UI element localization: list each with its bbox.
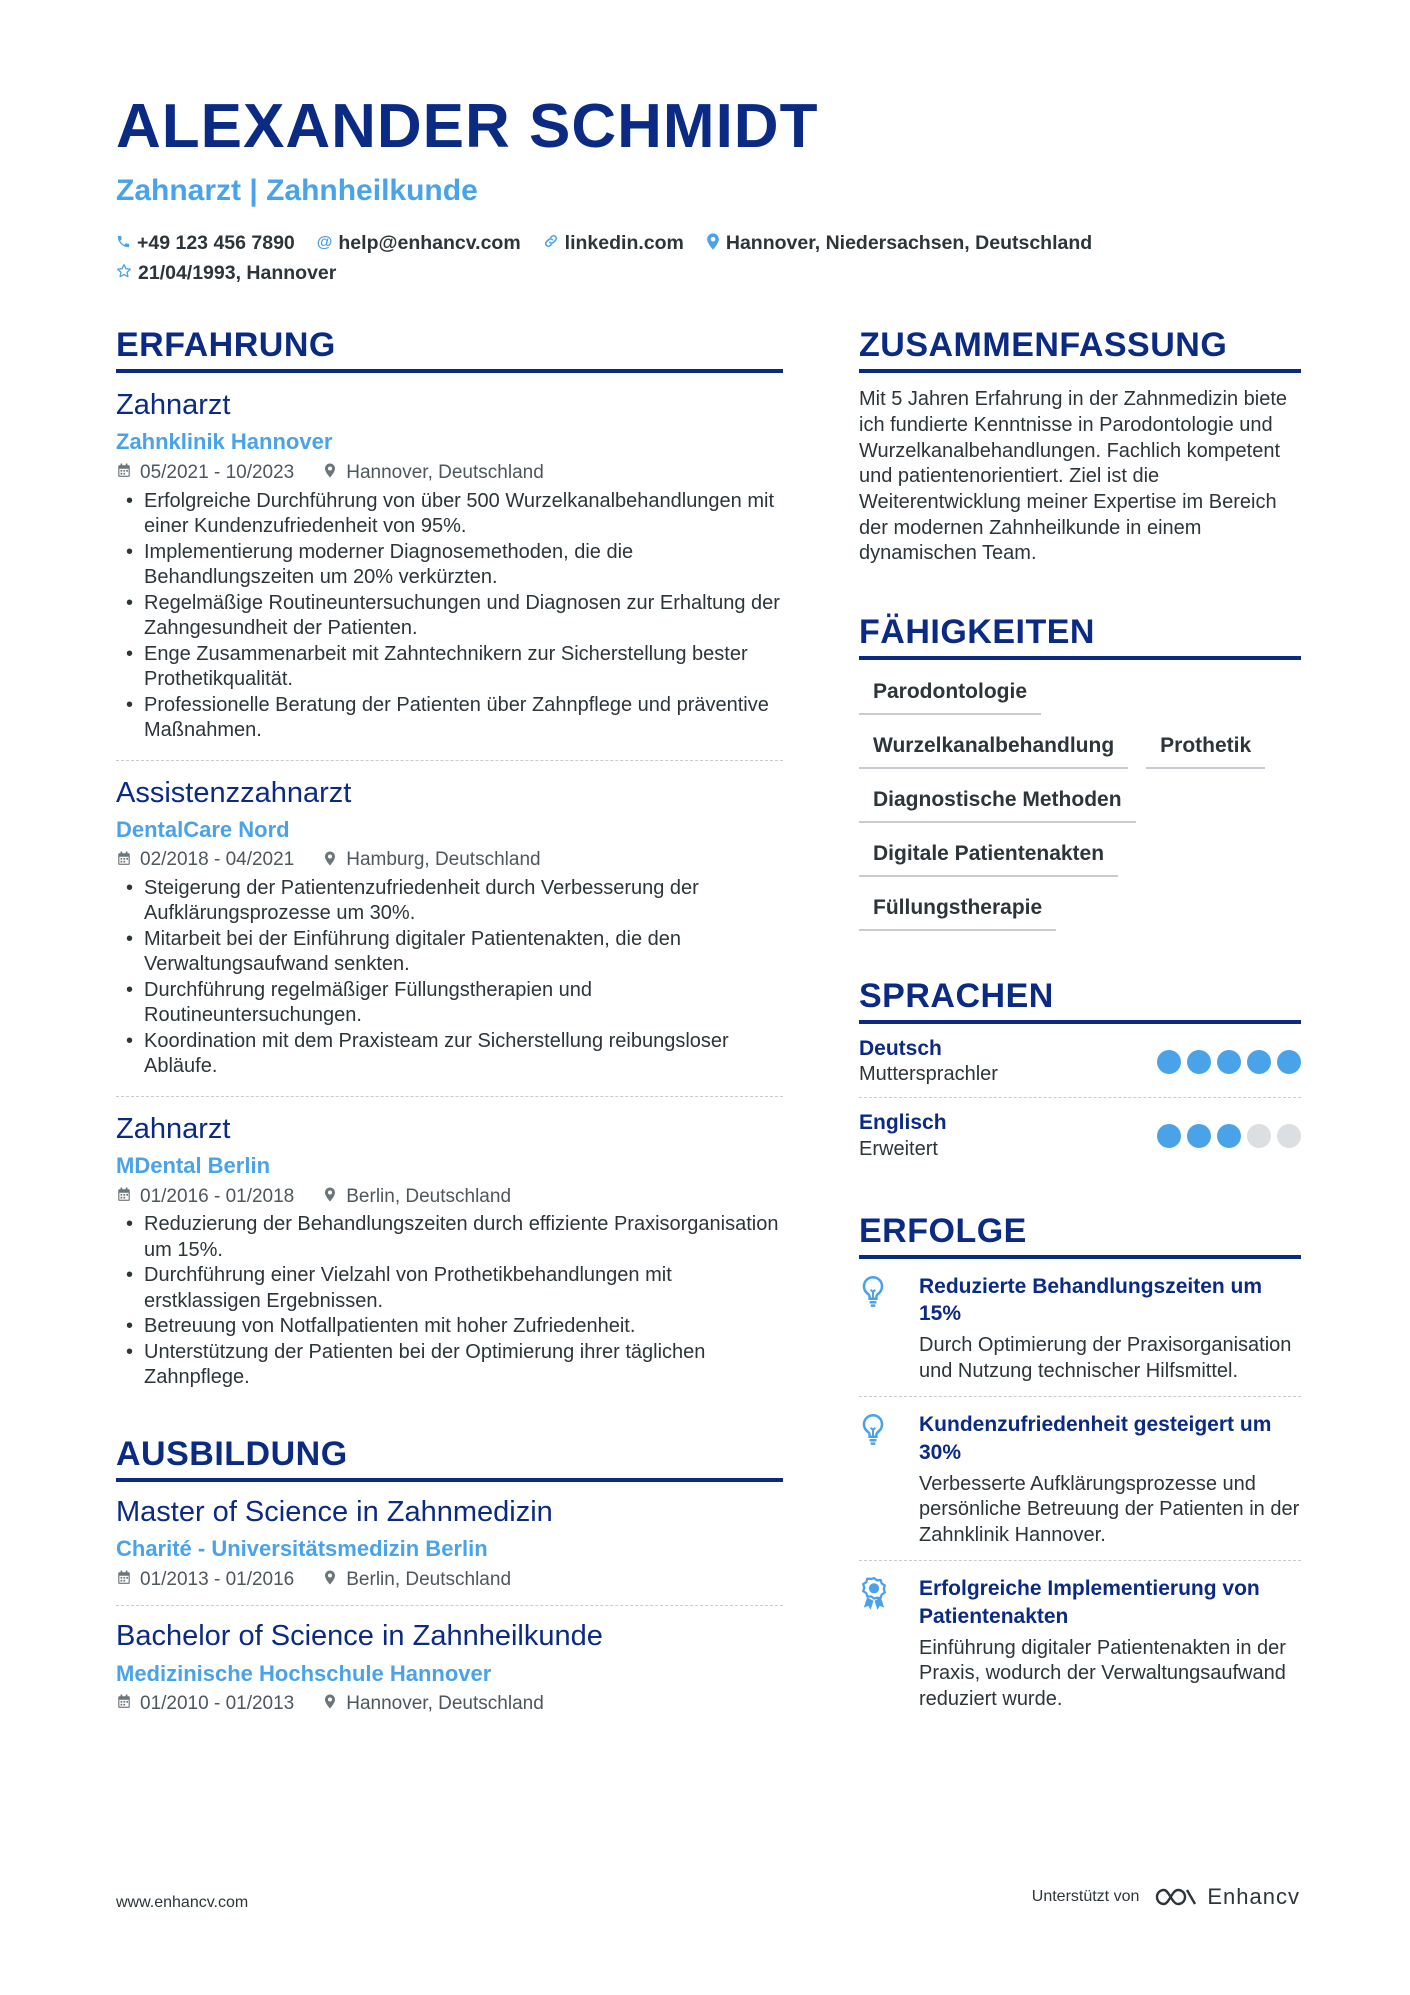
date-text: 05/2021 - 10/2023 (140, 461, 295, 483)
proficiency-dot (1277, 1124, 1301, 1148)
experience-heading: ERFAHRUNG (116, 326, 783, 373)
bullet-item: • Enge Zusammenarbeit mit Zahntechnikern zur Sicherstellung bester Prothetikqualität. (116, 642, 783, 693)
date-range (116, 1569, 294, 1592)
proficiency-dot (1247, 1050, 1271, 1074)
location-text: Hannover, Deutschland (346, 1693, 544, 1715)
language-row (859, 1098, 1301, 1171)
company-name: MDental Berlin (116, 1153, 271, 1179)
at-icon: @ (316, 234, 333, 251)
location (322, 462, 544, 485)
bullet-item: • Koordination mit dem Praxisteam zur Sicherstellung reibungsloser Abläufe. (116, 1029, 783, 1080)
footer-branding (1032, 1884, 1300, 1910)
location-text: Hannover, Deutschland (346, 461, 544, 483)
date-text: 01/2013 - 01/2016 (140, 1568, 295, 1590)
language-info (859, 1110, 947, 1161)
star-icon (116, 263, 132, 283)
achievement-body (919, 1411, 1301, 1548)
proficiency-dot (1187, 1050, 1211, 1074)
education-entry (116, 1482, 783, 1606)
map-pin-icon (322, 851, 338, 871)
language-info (859, 1036, 998, 1087)
award-ribbon-icon (859, 1575, 919, 1712)
skills-heading: FÄHIGKEITEN (859, 613, 1301, 660)
contact-linkedin[interactable] (543, 232, 684, 255)
enhancv-logo[interactable] (1153, 1884, 1300, 1910)
language-row (859, 1024, 1301, 1098)
proficiency-dot (1187, 1124, 1211, 1148)
date-text: 01/2016 - 01/2018 (140, 1185, 295, 1207)
map-pin-icon (322, 1694, 338, 1714)
location-text: Berlin, Deutschland (346, 1185, 512, 1207)
job-title: Zahnarzt (116, 1112, 231, 1145)
education-heading: AUSBILDUNG (116, 1435, 783, 1482)
achievement-entry (859, 1259, 1301, 1398)
language-level: Erweitert (859, 1137, 938, 1160)
date-range (116, 462, 294, 485)
calendar-icon (116, 1187, 132, 1207)
enhancv-logo-icon (1153, 1885, 1199, 1909)
job-entry (116, 373, 783, 760)
achievement-title: Reduzierte Behandlungszeiten um 15% (919, 1274, 1263, 1325)
skills-list (859, 674, 1301, 944)
powered-by-text: Unterstützt von (1031, 1888, 1140, 1905)
location-text: Hamburg, Deutschland (346, 849, 541, 871)
date-range (116, 1693, 294, 1716)
calendar-icon (116, 1694, 132, 1714)
proficiency-dot (1277, 1050, 1301, 1074)
date-text: 01/2010 - 01/2013 (140, 1693, 295, 1715)
location-text: Berlin, Deutschland (346, 1568, 512, 1590)
bullet-item: • Betreuung von Notfallpatienten mit hoher Zufriedenheit. (116, 1314, 783, 1340)
location (322, 1693, 544, 1716)
candidate-title: Zahnarzt | Zahnheilkunde (116, 174, 478, 207)
bullet-item: • Professionelle Beratung der Patienten über Zahnpflege und präventive Maßnahmen. (116, 693, 783, 744)
proficiency-dots (1151, 1050, 1301, 1074)
company-name: Zahnklinik Hannover (116, 429, 333, 455)
date-text: 02/2018 - 04/2021 (140, 849, 295, 871)
footer-website[interactable]: www.enhancv.com (116, 1894, 249, 1911)
email-text: help@enhancv.com (338, 231, 521, 254)
location (322, 849, 540, 872)
achievement-description: Verbesserte Aufklärungsprozesse und persönliche Betreuung der Patienten in der Zahnklinik Hannover. (919, 1472, 1300, 1546)
education-entry (116, 1606, 783, 1729)
location-text: Hannover, Niedersachsen, Deutschland (725, 231, 1093, 254)
calendar-icon (116, 463, 132, 483)
lightbulb-icon (859, 1273, 919, 1385)
calendar-icon (116, 851, 132, 871)
achievement-entry (859, 1397, 1301, 1561)
bullet-item: • Regelmäßige Routineuntersuchungen und Diagnosen zur Erhaltung der Zahngesundheit der Patienten. (116, 591, 783, 642)
degree-title: Bachelor of Science in Zahnheilkunde (116, 1620, 603, 1653)
achievement-title: Kundenzufriedenheit gesteigert um 30% (919, 1413, 1272, 1464)
right-column (859, 326, 1301, 1724)
bullet-item: • Unterstützung der Patienten bei der Optimierung ihrer täglichen Zahnpflege. (116, 1340, 783, 1391)
achievement-title: Erfolgreiche Implementierung von Patientenakten (919, 1577, 1260, 1628)
contact-email[interactable] (317, 232, 521, 255)
bullet-item: • Durchführung regelmäßiger Füllungstherapien und Routineuntersuchungen. (116, 978, 783, 1029)
proficiency-dot (1217, 1050, 1241, 1074)
experience-list (116, 373, 783, 1407)
achievement-entry (859, 1561, 1301, 1724)
birth-text: 21/04/1993, Hannover (138, 261, 337, 284)
candidate-name: ALEXANDER SCHMIDT (116, 92, 819, 161)
meta-row (116, 462, 783, 485)
lightbulb-icon (859, 1411, 919, 1548)
contact-phone[interactable] (116, 232, 295, 255)
achievement-bullets (116, 1212, 783, 1391)
phone-text: +49 123 456 7890 (137, 231, 295, 254)
school-name: Charité - Universitätsmedizin Berlin (116, 1536, 488, 1562)
contact-info (116, 228, 1316, 288)
map-pin-icon (322, 1187, 338, 1207)
left-column (116, 326, 783, 1730)
education-list (116, 1482, 783, 1730)
map-pin-icon (322, 463, 338, 483)
skill-tag: Parodontologie (859, 674, 1041, 715)
contact-birth (116, 262, 336, 285)
skill-tag: Füllungstherapie (859, 890, 1056, 931)
calendar-icon (116, 1570, 132, 1590)
meta-row (116, 849, 783, 872)
contact-location (706, 232, 1092, 255)
proficiency-dot (1247, 1124, 1271, 1148)
bullet-item: • Reduzierung der Behandlungszeiten durch effiziente Praxisorganisation um 15%. (116, 1212, 783, 1263)
map-pin-icon (322, 1570, 338, 1590)
skill-tag: Wurzelkanalbehandlung (859, 728, 1128, 769)
meta-row (116, 1569, 783, 1592)
achievement-bullets (116, 876, 783, 1080)
linkedin-text: linkedin.com (564, 231, 684, 254)
bullet-item: • Mitarbeit bei der Einführung digitaler Patientenakten, die den Verwaltungsaufwand senkten. (116, 927, 783, 978)
bullet-item: • Implementierung moderner Diagnosemethoden, die die Behandlungszeiten um 20% verkürzten. (116, 540, 783, 591)
date-range (116, 849, 294, 872)
skill-tag: Digitale Patientenakten (859, 836, 1118, 877)
school-name: Medizinische Hochschule Hannover (116, 1660, 492, 1686)
bullet-item: • Steigerung der Patientenzufriedenheit durch Verbesserung der Aufklärungsprozesse um 30%. (116, 876, 783, 927)
achievement-body (919, 1273, 1301, 1385)
language-name: Englisch (859, 1111, 947, 1135)
languages-list (859, 1024, 1301, 1171)
skill-tag: Prothetik (1146, 728, 1265, 769)
language-name: Deutsch (859, 1037, 942, 1061)
proficiency-dots (1151, 1124, 1301, 1148)
brand-name: Enhancv (1207, 1884, 1300, 1909)
meta-row (116, 1186, 783, 1209)
map-pin-icon (706, 233, 720, 254)
languages-heading: SPRACHEN (859, 977, 1301, 1024)
job-entry (116, 761, 783, 1097)
location (322, 1186, 511, 1209)
achievement-bullets (116, 489, 783, 744)
proficiency-dot (1217, 1124, 1241, 1148)
link-icon (543, 233, 559, 253)
summary-heading: ZUSAMMENFASSUNG (859, 326, 1301, 373)
achievement-description: Durch Optimierung der Praxisorganisation und Nutzung technischer Hilfsmittel. (919, 1334, 1292, 1382)
achievements-list (859, 1259, 1301, 1725)
achievement-body (919, 1575, 1301, 1712)
meta-row (116, 1693, 783, 1716)
achievements-heading: ERFOLGE (859, 1212, 1301, 1259)
location (322, 1569, 511, 1592)
job-entry (116, 1097, 783, 1407)
bullet-item: • Durchführung einer Vielzahl von Prothetikbehandlungen mit erstklassigen Ergebnissen. (116, 1263, 783, 1314)
language-level: Muttersprachler (859, 1063, 998, 1086)
proficiency-dot (1157, 1124, 1181, 1148)
company-name: DentalCare Nord (116, 816, 290, 842)
achievement-description: Einführung digitaler Patientenakten in der Praxis, wodurch der Verwaltungsaufwand reduziert wurde. (919, 1636, 1286, 1710)
phone-icon (116, 234, 131, 253)
proficiency-dot (1157, 1050, 1181, 1074)
job-title: Zahnarzt (116, 389, 231, 422)
degree-title: Master of Science in Zahnmedizin (116, 1496, 553, 1528)
bullet-item: • Erfolgreiche Durchführung von über 500 Wurzelkanalbehandlungen mit einer Kundenzufriedenheit von 95%. (116, 489, 783, 540)
skill-tag: Diagnostische Methoden (859, 782, 1136, 823)
summary-text: Mit 5 Jahren Erfahrung in der Zahnmedizin biete ich fundierte Kenntnisse in Parodontologie und Wurzelkanalbehandlungen. Fachlich kompetent und patientenorientiert. Ziel ist die Weiterentwicklung meiner Expertise im Bereich der modernen Zahnheilkunde in einem dynamischen Team. (859, 388, 1288, 565)
job-title: Assistenzzahnarzt (116, 776, 352, 809)
date-range (116, 1186, 294, 1209)
